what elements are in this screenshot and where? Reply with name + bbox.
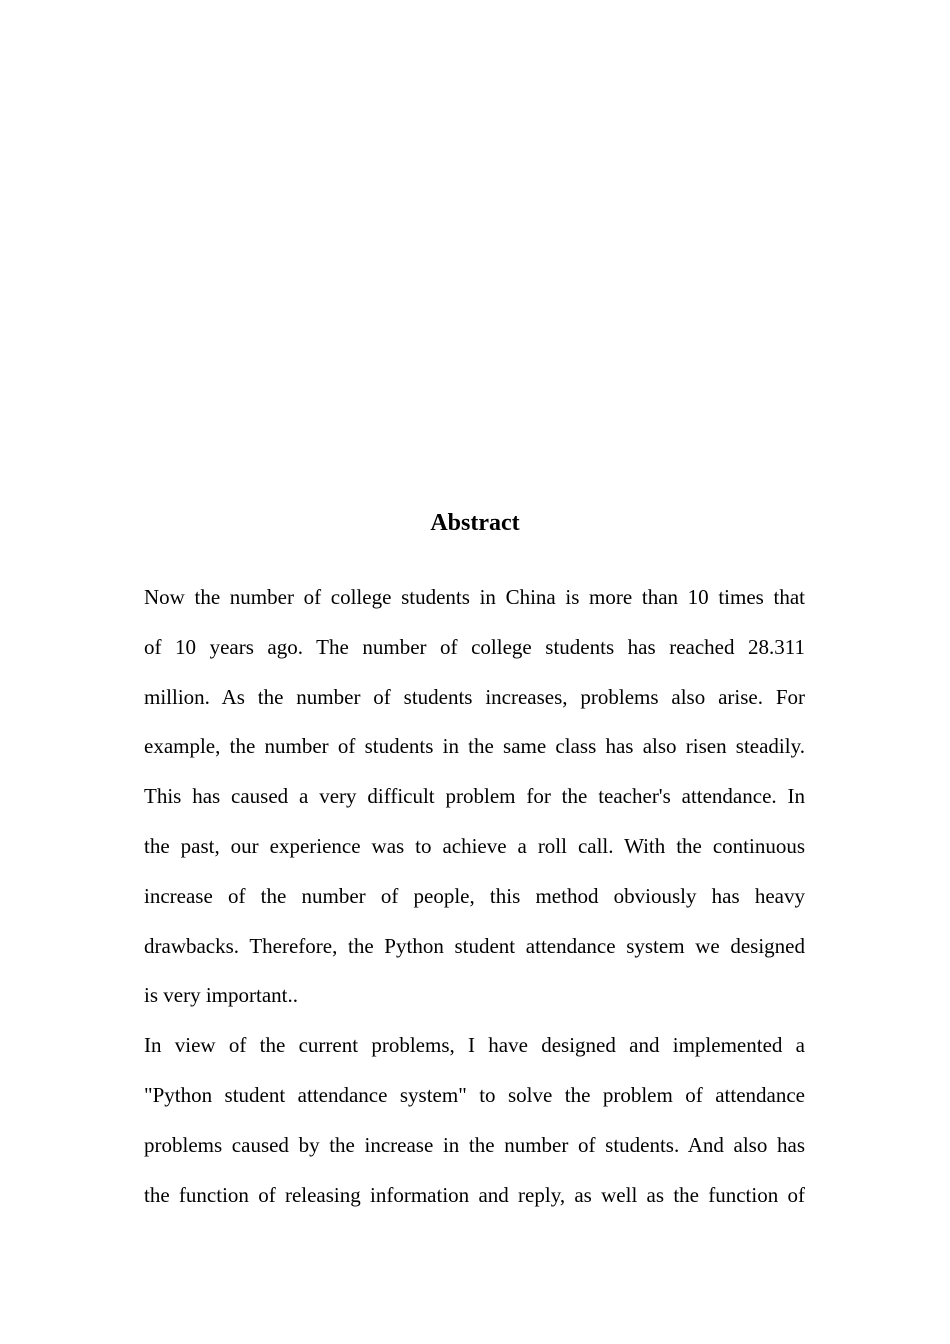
text-line: million. As the number of students increases, problems also arise. For	[144, 684, 805, 709]
text-line: drawbacks. Therefore, the Python student attendance system we designed	[144, 933, 805, 958]
paragraph-1	[144, 573, 805, 1021]
text-line: the function of releasing information and reply, as well as the function of	[144, 1182, 805, 1207]
text-line: "Python student attendance system" to solve the problem of attendance	[144, 1082, 805, 1107]
abstract-body	[144, 573, 805, 1220]
text-line: is very important..	[144, 983, 298, 1008]
text-line: example, the number of students in the same class has also risen steadily.	[144, 734, 805, 759]
text-line: increase of the number of people, this method obviously has heavy	[144, 883, 805, 908]
abstract-heading: Abstract	[430, 510, 520, 536]
text-line: problems caused by the increase in the number of students. And also has	[144, 1132, 805, 1157]
text-line: In view of the current problems, I have designed and implemented a	[144, 1033, 805, 1058]
text-line: This has caused a very difficult problem for the teacher's attendance. In	[144, 784, 805, 809]
text-line: of 10 years ago. The number of college students has reached 28.311	[144, 634, 805, 659]
text-line: Now the number of college students in China is more than 10 times that	[144, 585, 805, 609]
paragraph-2	[144, 1021, 805, 1220]
text-line: the past, our experience was to achieve a roll call. With the continuous	[144, 833, 805, 858]
